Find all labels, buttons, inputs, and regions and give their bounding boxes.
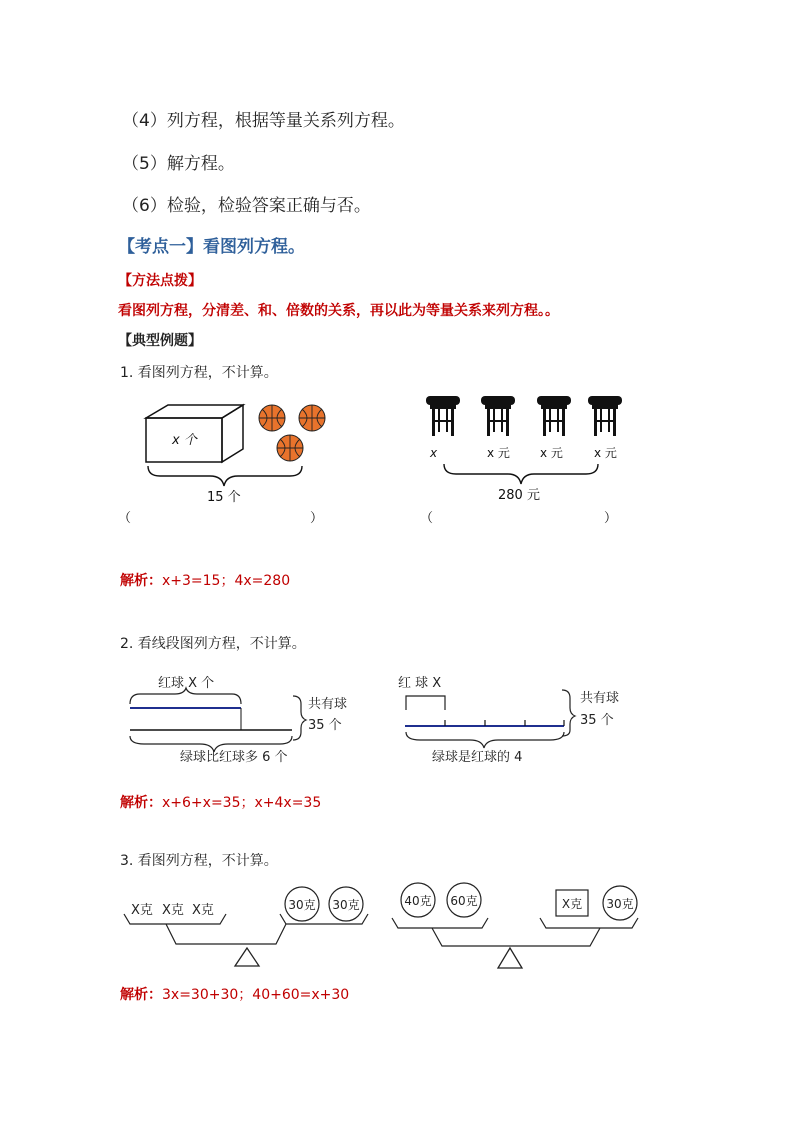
q2-answer-text: x+6+x=35；x+4x=35 (162, 795, 322, 811)
q3-right-circle-1-label: 40克 (404, 894, 432, 908)
q3-left-weight-1: X克 (131, 903, 153, 918)
q3-answer (120, 984, 349, 1004)
stool-label-3: x 元 (540, 446, 563, 460)
stool-icon (481, 396, 515, 436)
q3-right-box-label: X克 (561, 897, 583, 911)
q1-right-brace (444, 464, 598, 484)
method-tag: 【方法点拨】 (118, 273, 202, 289)
example-tag: 【典型例题】 (118, 333, 202, 349)
basketball-icon (299, 405, 325, 431)
q3-left-beam (124, 914, 368, 944)
q3-left-circle-2-label: 30克 (332, 898, 360, 912)
q2-left-bottom: 绿球比红球多 6 个 (180, 750, 288, 765)
q2-figure (0, 665, 794, 770)
step-4: （4）列方程，根据等量关系列方程。 (122, 111, 405, 131)
section-title: 【考点一】看图列方程。 (118, 237, 305, 257)
basketball-icon (277, 435, 303, 461)
q2-left-top: 红球 X 个 (158, 676, 215, 691)
q2-right-bottom: 绿球是红球的 4 (432, 750, 523, 765)
q1-left-total: 15 个 (207, 490, 241, 505)
step-6: （6）检验，检验答案正确与否。 (122, 196, 371, 216)
q2-right-side-2: 35 个 (580, 713, 614, 728)
q3-figure (0, 875, 794, 975)
q3-left-weight-2: X克 (162, 903, 184, 918)
q2-right-side-brace (562, 690, 575, 736)
q2-answer-label: 解析： (120, 795, 162, 811)
q2-right-bottom-brace (406, 732, 564, 748)
basketball-icon (259, 405, 285, 431)
q2-right-top-brace (406, 696, 445, 710)
step-5: （5）解方程。 (122, 154, 235, 174)
q3-left-circle-1-label: 30克 (288, 898, 316, 912)
q1-left-paren-open: （ (118, 511, 132, 526)
q2-left-side-2: 35 个 (308, 718, 342, 733)
q1-figure (0, 390, 794, 540)
q1-box-label: x 个 (172, 433, 197, 448)
q1-left-paren-close: ） (310, 511, 324, 526)
stool-label-4: x 元 (594, 446, 617, 460)
q1-right-paren-close: ） (604, 511, 618, 526)
q2-left-side-brace (293, 696, 306, 740)
q1-right-paren-open: （ (420, 511, 434, 526)
q1-answer-text: x+3=15；4x=280 (162, 573, 291, 589)
stool-icon (588, 396, 622, 436)
q3-answer-text: 3x=30+30；40+60=x+30 (162, 987, 350, 1003)
q2-right-side-1: 共有球 (580, 691, 620, 706)
q1-answer-label: 解析： (120, 573, 162, 589)
q1-left-brace (148, 466, 302, 486)
q3-answer-label: 解析： (120, 987, 162, 1003)
stool-label-2: x 元 (487, 446, 510, 460)
q1-prompt: 1. 看图列方程，不计算。 (120, 365, 278, 381)
triangle-fulcrum-icon (235, 948, 259, 966)
q1-right-total: 280 元 (498, 488, 540, 503)
q1-answer (120, 570, 290, 590)
triangle-fulcrum-icon (498, 948, 522, 968)
q3-right-circle-2-label: 60克 (450, 894, 478, 908)
q3-right-beam (392, 918, 638, 946)
q2-answer (120, 792, 321, 812)
q2-right-top: 红 球 X (398, 676, 442, 691)
method-text: 看图列方程，分清差、和、倍数的关系，再以此为等量关系来列方程。。 (118, 303, 559, 319)
q3-left-weight-3: X克 (192, 903, 214, 918)
q3-right-circle-3-label: 30克 (606, 897, 634, 911)
q2-prompt: 2. 看线段图列方程，不计算。 (120, 636, 306, 652)
stool-label-1: x (430, 446, 438, 460)
q3-prompt: 3. 看图列方程，不计算。 (120, 853, 278, 869)
stool-icon (537, 396, 571, 436)
stool-icon (426, 396, 460, 436)
q2-left-side-1: 共有球 (308, 697, 348, 712)
